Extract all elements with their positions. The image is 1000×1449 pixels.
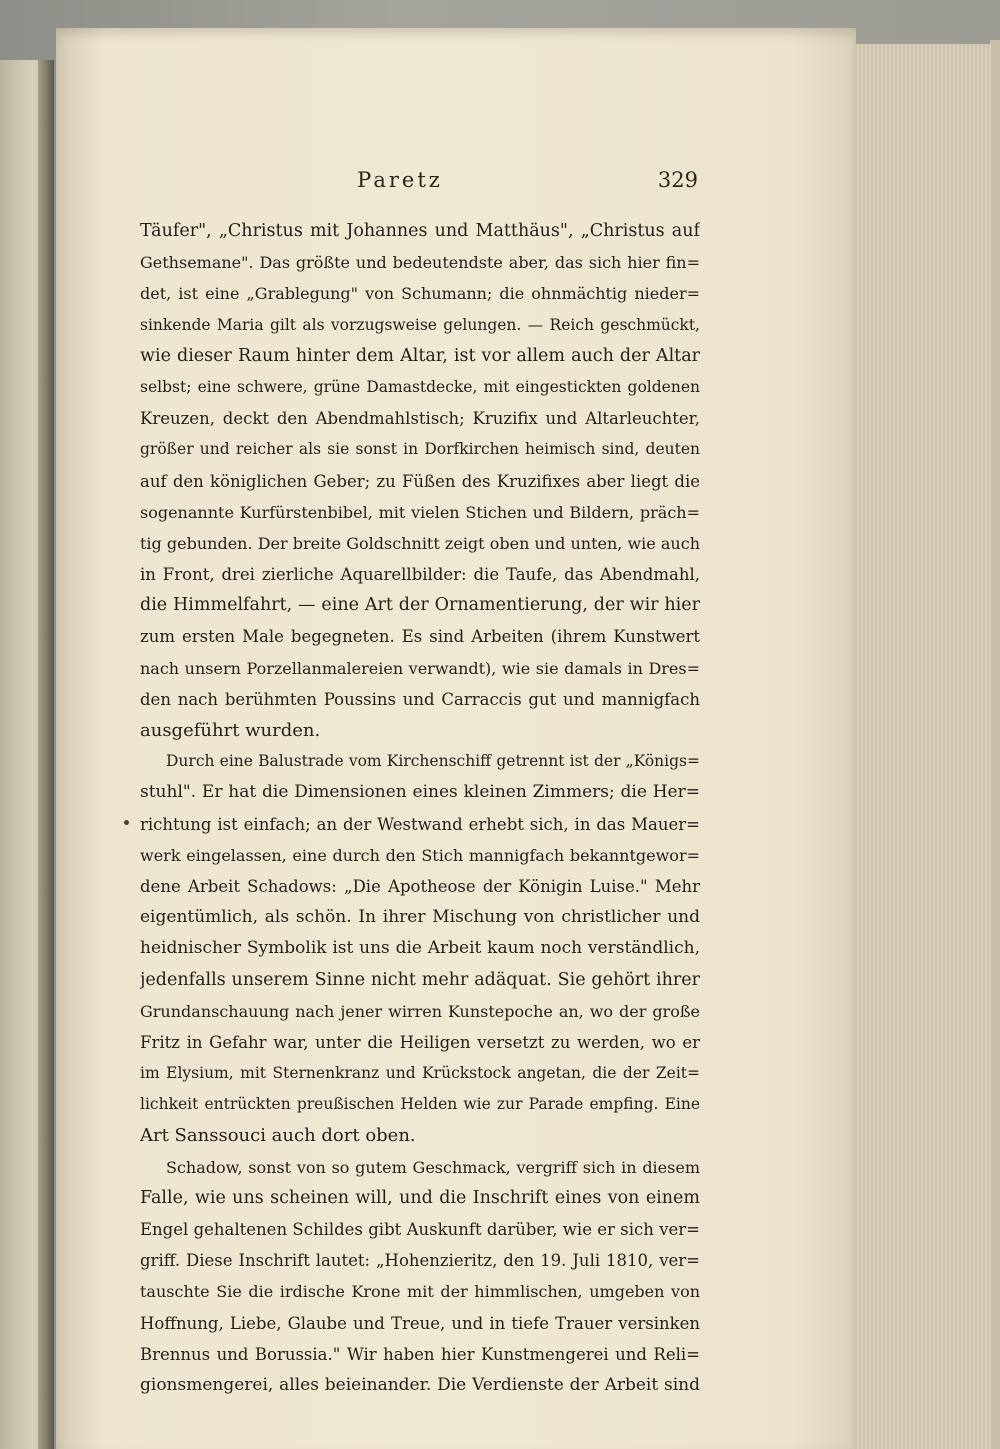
text-line: jedenfalls unserem Sinne nicht mehr adäquat. Sie gehört ihrer — [140, 969, 700, 990]
text-line: Falle, wie uns scheinen will, und die Inschrift eines von einem — [140, 1187, 700, 1208]
book-cover-edge — [990, 40, 1000, 1449]
text-line: nach unsern Porzellanmalereien verwandt), wie sie damals in Dres= — [140, 658, 700, 678]
text-line: Hoffnung, Liebe, Glaube und Treue, und in tiefe Trauer versinken — [140, 1313, 700, 1333]
text-line: die Himmelfahrt, — eine Art der Ornamentierung, der wir hier — [140, 595, 700, 616]
text-line: sogenannte Kurfürstenbibel, mit vielen Stichen und Bildern, präch= — [140, 502, 700, 522]
text-line: Grundanschauung nach jener wirren Kunstepoche an, wo der große — [140, 1001, 700, 1021]
text-line: größer und reicher als sie sonst in Dorfkirchen heimisch sind, deuten — [140, 440, 700, 459]
text-line: Engel gehaltenen Schildes gibt Auskunft darüber, wie er sich ver= — [140, 1220, 700, 1239]
text-line: Täufer", „Christus mit Johannes und Matthäus", „Christus auf — [140, 221, 700, 241]
text-line: Brennus und Borussia." Wir haben hier Kunstmengerei und Reli= — [140, 1344, 700, 1364]
body-text — [140, 216, 700, 1401]
text-line: ausgeführt wurden. — [140, 720, 321, 741]
text-line: dene Arbeit Schadows: „Die Apotheose der Königin Luise." Mehr — [140, 876, 700, 896]
text-line: werk eingelassen, eine durch den Stich mannigfach bekanntgewor= — [140, 845, 700, 865]
text-line: auf den königlichen Geber; zu Füßen des Kruzifixes aber liegt die — [140, 471, 700, 491]
text-line: tig gebunden. Der breite Goldschnitt zeigt oben und unten, wie auch — [140, 533, 700, 553]
text-line: Art Sanssouci auch dort oben. — [140, 1125, 416, 1147]
text-line: im Elysium, mit Sternenkranz und Krückstock angetan, die der Zeit= — [140, 1064, 700, 1083]
text-line: sinkende Maria gilt als vorzugsweise gelungen. — Reich geschmückt, — [140, 315, 700, 334]
text-line: Kreuzen, deckt den Abendmahlstisch; Kruzifix und Altarleuchter, — [140, 409, 700, 429]
text-line: in Front, drei zierliche Aquarellbilder: die Taufe, das Abendmahl, — [140, 565, 700, 585]
text-line: Fritz in Gefahr war, unter die Heiligen versetzt zu werden, wo er — [140, 1032, 700, 1052]
text-line: zum ersten Male begegneten. Es sind Arbeiten (ihrem Kunstwert — [140, 627, 700, 647]
page-number: 329 — [657, 168, 698, 192]
text-line: det, ist eine „Grablegung" von Schumann; die ohnmächtig nieder= — [140, 284, 700, 304]
ink-spot — [124, 820, 129, 825]
text-line: den nach berühmten Poussins und Carraccis gut und mannigfach — [140, 689, 700, 709]
text-line: eigentümlich, als schön. In ihrer Mischung von christlicher und — [140, 907, 700, 928]
running-head: Paretz — [357, 168, 443, 192]
text-line: lichkeit entrückten preußischen Helden wie zur Parade empfing. Eine — [140, 1095, 700, 1114]
text-line: Gethsemane". Das größte und bedeutendste aber, das sich hier fin= — [140, 253, 700, 273]
text-line: gionsmengerei, alles beieinander. Die Verdienste der Arbeit sind — [140, 1374, 700, 1395]
text-line: Schadow, sonst von so gutem Geschmack, vergriff sich in diesem — [166, 1157, 700, 1177]
text-line: Durch eine Balustrade vom Kirchenschiff getrennt ist der „Königs= — [166, 752, 700, 771]
page-stack-edge — [848, 44, 991, 1449]
text-line: wie dieser Raum hinter dem Altar, ist vor allem auch der Altar — [140, 345, 700, 366]
text-line: stuhl". Er hat die Dimensionen eines kleinen Zimmers; die Her= — [140, 782, 700, 803]
text-line: heidnischer Symbolik ist uns die Arbeit kaum noch verständlich, — [140, 938, 700, 959]
book-gutter — [38, 60, 54, 1449]
text-line: griff. Diese Inschrift lautet: „Hohenzieritz, den 19. Juli 1810, ver= — [140, 1251, 700, 1271]
text-line: richtung ist einfach; an der Westwand erhebt sich, in das Mauer= — [140, 814, 700, 834]
text-line: tauschte Sie die irdische Krone mit der himmlischen, umgeben von — [140, 1282, 700, 1302]
text-line: selbst; eine schwere, grüne Damastdecke, mit eingestickten goldenen — [140, 377, 700, 396]
